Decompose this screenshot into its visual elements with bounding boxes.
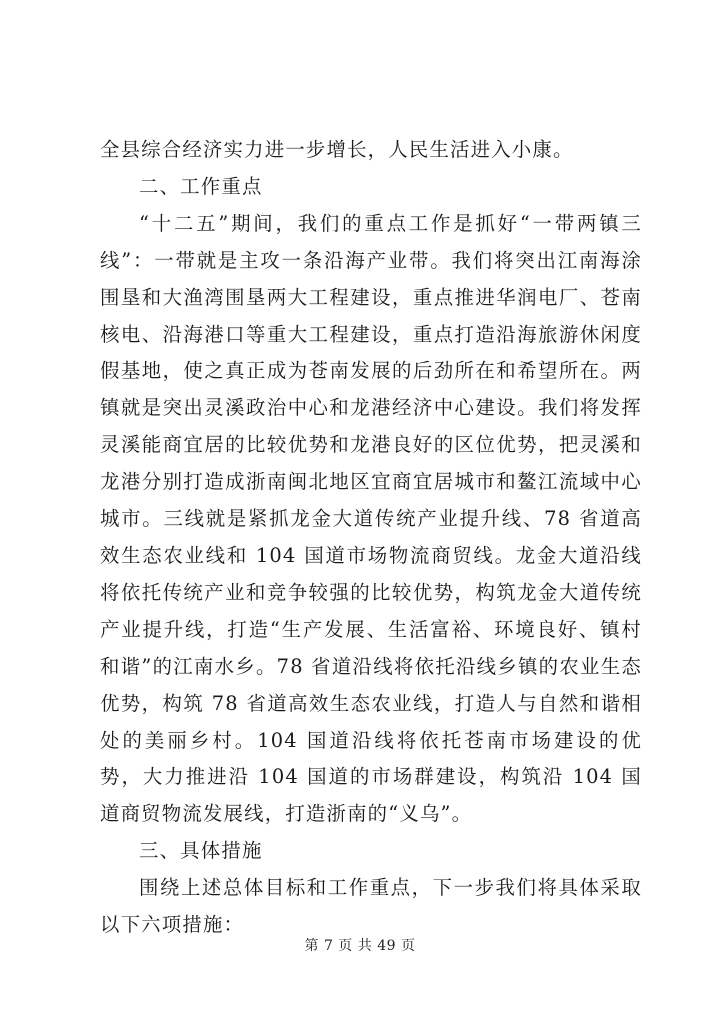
- section-heading-work-focus: 二、工作重点: [139, 174, 263, 198]
- document-body: [100, 132, 642, 944]
- paragraph-measures-intro: 围绕上述总体目标和工作重点，下一步我们将具体采取以下六项措施：: [100, 876, 642, 937]
- page-number-footer: 第 7 页 共 49 页: [304, 938, 416, 954]
- paragraph-work-focus: “十二五”期间，我们的重点工作是抓好“一带两镇三线”：一带就是主攻一条沿海产业带。我们将突出江南海涂围垦和大渔湾围垦两大工程建设，重点推进华润电厂、苍南核电、沿海港口等重大工程建设，重点打造沿海旅游休闲度假基地，使之真正成为苍南发展的后劲所在和希望所在。两镇就是突出灵溪政治中心和龙港经济中心建设。我们将发挥灵溪能商宜居的比较优势和龙港良好的区位优势，把灵溪和龙港分别打造成浙南闽北地区宜商宜居城市和鳌江流域中心城市。三线就是紧抓龙金大道传统产业提升线、78 省道高效生态农业线和 104 国道市场物流商贸线。龙金大道沿线将依托传统产业和竞争较强的比较优势，构筑龙金大道传统产业提升线，打造“生产发展、生活富裕、环境良好、镇村和谐”的江南水乡。78 省道沿线将依托沿线乡镇的农业生态优势，构筑 78 省道高效生态农业线，打造人与自然和谐相处的美丽乡村。104 国道沿线将依托苍南市场建设的优势，大力推进沿 104 国道的市场群建设，构筑沿 104 国道商贸物流发展线，打造浙南的“义乌”。: [100, 211, 642, 826]
- section-heading-specific-measures: 三、具体措施: [139, 839, 263, 863]
- paragraph-summary: 全县综合经济实力进一步增长，人民生活进入小康。: [100, 138, 574, 161]
